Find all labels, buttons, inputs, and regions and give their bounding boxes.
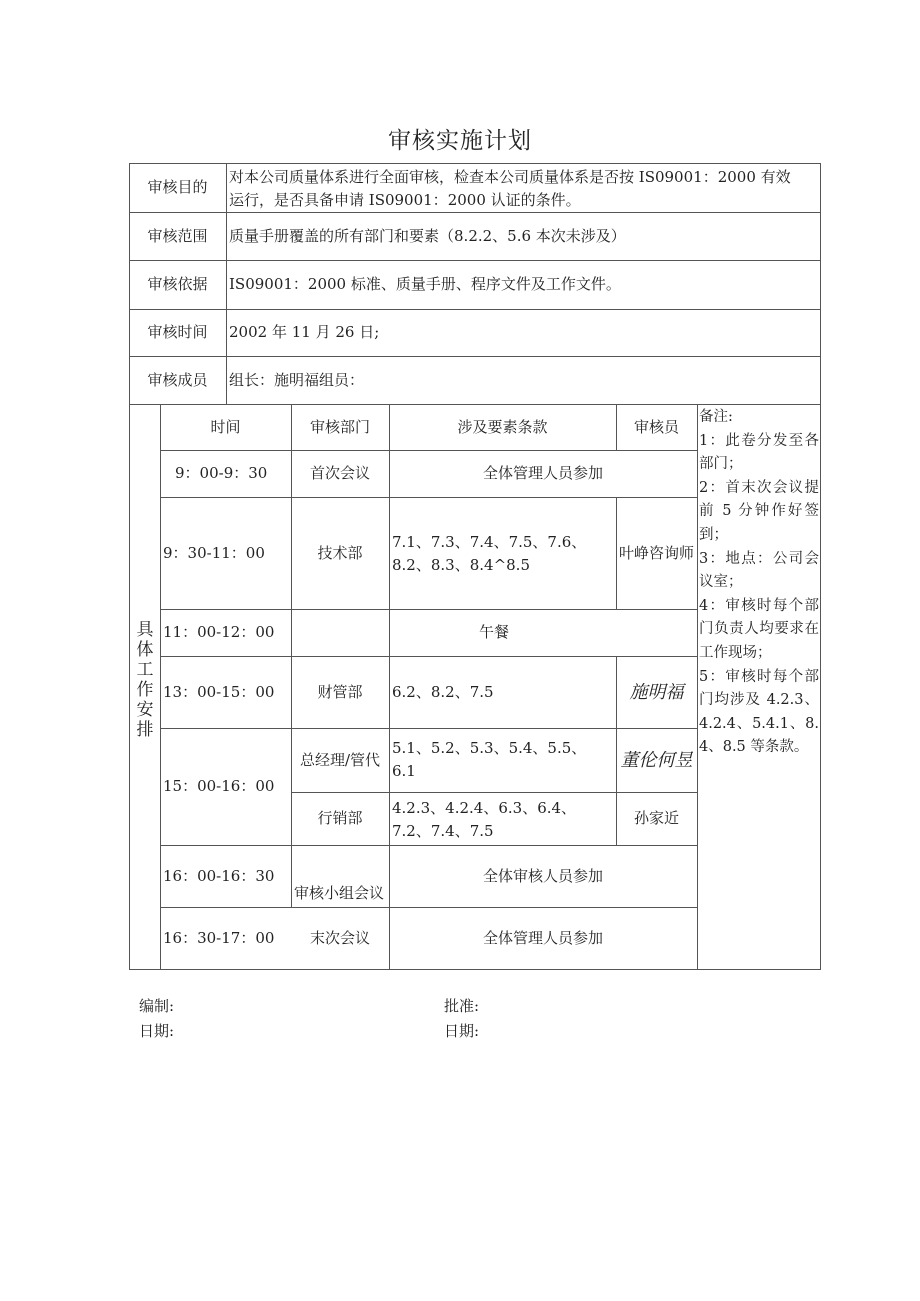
schedule-side-label: 具体工作安排 bbox=[136, 620, 154, 740]
header-auditor: 审核员 bbox=[633, 417, 679, 436]
row6-dept: 审核小组会议 bbox=[294, 884, 385, 902]
row5a-auditor-signature: 董伦何昱 bbox=[620, 749, 693, 771]
row6-time: 16：00-16：30 bbox=[163, 866, 275, 885]
audit-scope-value: 质量手册覆盖的所有部门和要素（8.2.2、5.6 本次未涉及） bbox=[229, 227, 626, 245]
remark-1: 1：此卷分发至各部门； bbox=[699, 432, 819, 473]
page-title: 审核实施计划 bbox=[388, 128, 532, 154]
row2-clause-line1: 7.1、7.3、7.4、7.5、7.6、 bbox=[392, 533, 587, 551]
header-clause: 涉及要素条款 bbox=[457, 417, 548, 436]
row3-merged: 午餐 bbox=[478, 623, 509, 641]
row1-dept: 首次会议 bbox=[309, 464, 370, 482]
row5b-auditor: 孙家近 bbox=[633, 809, 679, 827]
row5a-clause-line2: 6.1 bbox=[392, 762, 416, 780]
row7-time: 16：30-17：00 bbox=[163, 929, 275, 947]
row1-time: 9：00-9：30 bbox=[175, 464, 268, 482]
remarks bbox=[699, 406, 819, 760]
remark-2: 2：首末次会议提前 5 分钟作好签到； bbox=[699, 479, 819, 543]
row5b-clause-line2: 7.2、7.4、7.5 bbox=[392, 822, 494, 840]
row2-time: 9：30-11：00 bbox=[163, 543, 265, 562]
row5b-dept: 行销部 bbox=[317, 809, 363, 827]
row5a-dept: 总经理/管代 bbox=[299, 750, 381, 769]
row3-time: 11：00-12：00 bbox=[163, 623, 275, 641]
date-left-label: 日期: bbox=[139, 1022, 175, 1040]
row4-clause: 6.2、8.2、7.5 bbox=[392, 683, 494, 701]
audit-basis-value: IS09001：2000 标准、质量手册、程序文件及工作文件。 bbox=[229, 275, 621, 293]
row4-time: 13：00-15：00 bbox=[163, 682, 275, 701]
row2-clause-line2: 8.2、8.3、8.4^8.5 bbox=[392, 556, 530, 574]
audit-purpose-line1: 对本公司质量体系进行全面审核，检查本公司质量体系是否按 IS09001：2000 有效 bbox=[229, 168, 791, 186]
header-dept: 审核部门 bbox=[309, 417, 370, 436]
row5-time: 15：00-16：00 bbox=[163, 777, 275, 795]
approved-by-label: 批准: bbox=[444, 997, 480, 1015]
row7-merged: 全体管理人员参加 bbox=[482, 929, 603, 947]
header-time: 时间 bbox=[210, 417, 241, 436]
row6-merged: 全体审核人员参加 bbox=[482, 866, 603, 885]
remark-5: 5：审核时每个部门均涉及 4.2.3、4.2.4、5.4.1、8.4、8.5 等条款。 bbox=[699, 668, 819, 756]
row4-auditor-signature: 施明福 bbox=[629, 681, 684, 703]
label-audit-scope: 审核范围 bbox=[147, 226, 208, 245]
row1-merged: 全体管理人员参加 bbox=[482, 464, 603, 482]
label-audit-members: 审核成员 bbox=[147, 370, 208, 389]
row5a-clause-line1: 5.1、5.2、5.3、5.4、5.5、 bbox=[392, 739, 587, 757]
audit-time-value: 2002 年 11 月 26 日; bbox=[229, 323, 380, 341]
label-audit-purpose: 审核目的 bbox=[147, 178, 208, 196]
label-audit-basis: 审核依据 bbox=[147, 275, 208, 293]
audit-purpose-line2: 运行，是否具备申请 IS09001：2000 认证的条件。 bbox=[229, 191, 581, 209]
row2-auditor: 叶峥咨询师 bbox=[618, 543, 694, 562]
row4-dept: 财管部 bbox=[317, 682, 363, 701]
remark-4: 4：审核时每个部门负责人均要求在工作现场； bbox=[699, 597, 819, 661]
row2-dept: 技术部 bbox=[317, 543, 363, 562]
row7-dept: 末次会议 bbox=[309, 929, 370, 947]
compiled-by-label: 编制: bbox=[139, 997, 175, 1015]
remarks-title: 备注: bbox=[699, 409, 733, 425]
date-right-label: 日期: bbox=[444, 1022, 480, 1040]
row5b-clause-line1: 4.2.3、4.2.4、6.3、6.4、 bbox=[392, 799, 577, 817]
label-audit-time: 审核时间 bbox=[147, 323, 208, 341]
audit-members-value: 组长：施明福组员： bbox=[229, 371, 365, 389]
remark-3: 3：地点：公司会议室； bbox=[699, 550, 819, 591]
